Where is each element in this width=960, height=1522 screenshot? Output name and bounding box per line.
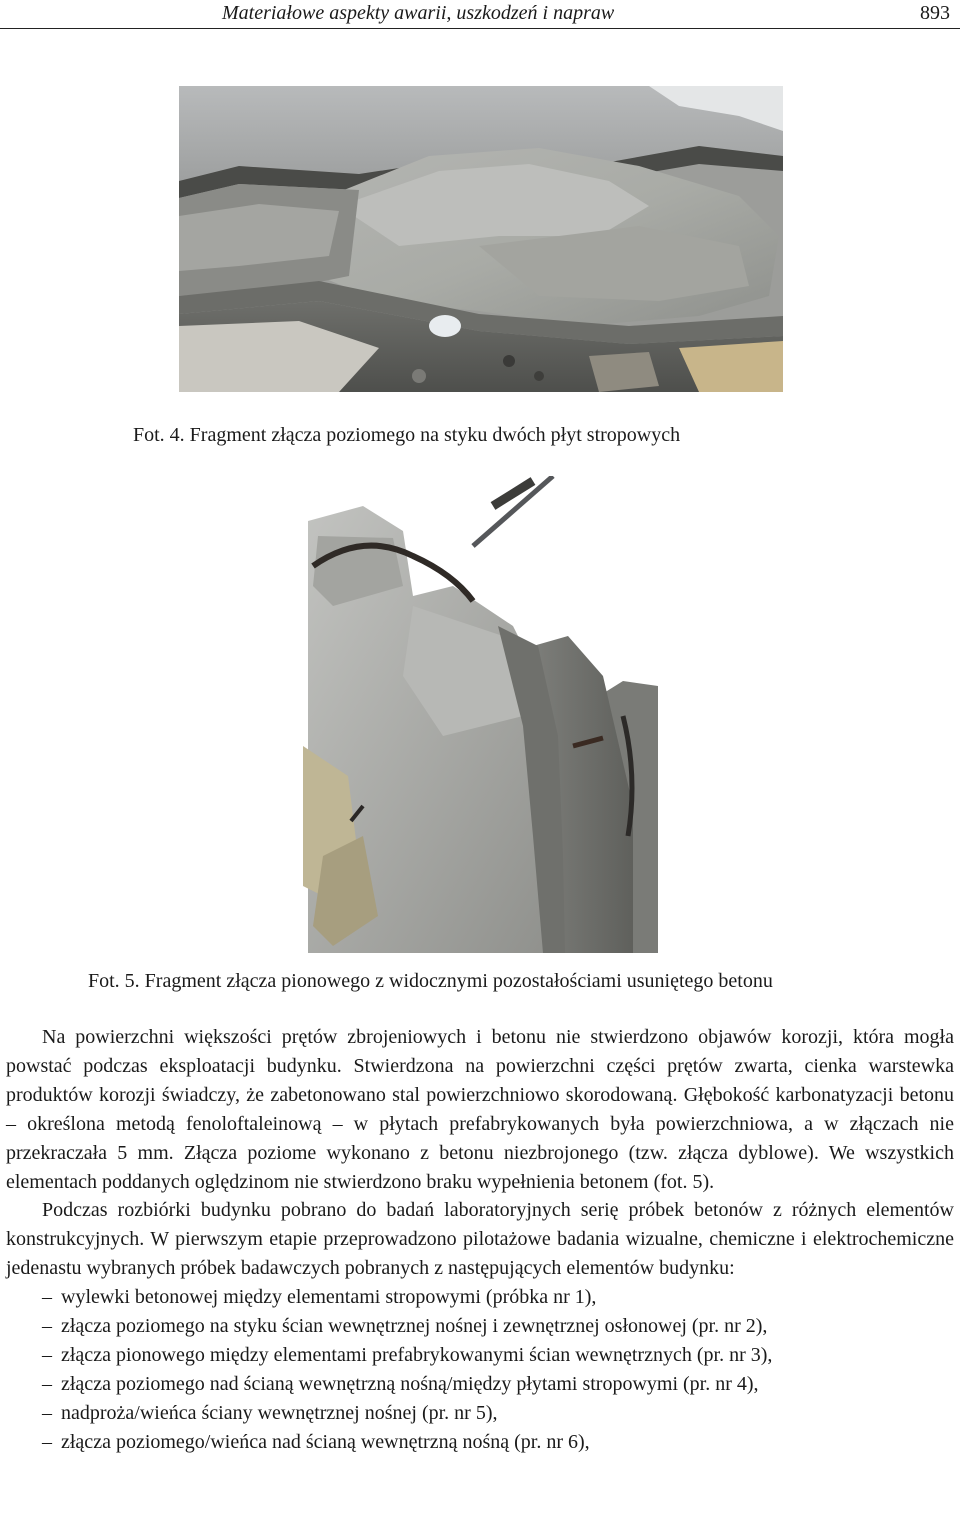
photo-horizontal-joint	[179, 86, 783, 392]
list-dash: –	[42, 1315, 52, 1338]
list-dash: –	[42, 1430, 52, 1453]
list-item-text: złącza poziomego na styku ścian wewnętrznej nośnej i zewnętrznej osłonowej (pr. nr 2),	[61, 1315, 768, 1338]
figure-caption-5: Fot. 5. Fragment złącza pionowego z widocznymi pozostałościami usuniętego betonu	[88, 970, 773, 992]
list-dash: –	[42, 1372, 52, 1395]
list-item-text: złącza pionowego między elementami prefabrykowanymi ścian wewnętrznych (pr. nr 3),	[61, 1343, 773, 1366]
photo-vertical-joint	[303, 476, 658, 953]
list-item-text: złącza poziomego/wieńca nad ścianą wewnętrzną nośną (pr. nr 6),	[61, 1430, 590, 1453]
list-item-text: złącza poziomego nad ścianą wewnętrzną nośną/między płytami stropowymi (pr. nr 4),	[61, 1372, 759, 1395]
list-item	[6, 1312, 954, 1341]
body-text	[6, 1023, 954, 1457]
list-dash: –	[42, 1343, 52, 1366]
sample-list	[6, 1283, 954, 1456]
list-item	[6, 1370, 954, 1399]
list-item-text: wylewki betonowej między elementami stropowymi (próbka nr 1),	[61, 1286, 597, 1309]
page-number: 893	[920, 2, 950, 24]
header-rule	[0, 28, 960, 29]
running-head	[0, 0, 960, 28]
list-item	[6, 1428, 954, 1457]
running-title: Materiałowe aspekty awarii, uszkodzeń i napraw	[222, 2, 615, 24]
figure-caption-4: Fot. 4. Fragment złącza poziomego na styku dwóch płyt stropowych	[133, 424, 681, 446]
list-item	[6, 1341, 954, 1370]
paragraph: Podczas rozbiórki budynku pobrano do badań laboratoryjnych serię próbek betonów z różnych elementów konstrukcyjnych. W pierwszym etapie przeprowadzono pilotażowe badania wizualne, chemiczne i elektrochemiczne jedenastu wybranych próbek badawczych pobranych z następujących elementów budynku:	[6, 1199, 954, 1280]
list-item	[6, 1399, 954, 1428]
list-item-text: nadproża/wieńca ściany wewnętrznej nośnej (pr. nr 5),	[61, 1401, 498, 1424]
list-dash: –	[42, 1401, 52, 1424]
paragraph: Na powierzchni większości prętów zbrojeniowych i betonu nie stwierdzono objawów korozji, która mogła powstać podczas eksploatacji budynku. Stwierdzona na powierzchni części prętów zwarta, cienka warstewka produktów korozji świadczy, że zabetonowano stal powierzchniowo skorodowaną. Głębokość karbonatyzacji betonu – określona metodą fenoloftaleinową – w płytach prefabrykowanych była powierzchniowa, a w złączach nie przekraczała 5 mm. Złącza poziome wykonano z betonu niezbrojonego (tzw. złącza dyblowe). We wszystkich elementach poddanych oględzinom nie stwierdzono braku wypełnienia betonem (fot. 5).	[6, 1026, 954, 1193]
list-dash: –	[42, 1286, 52, 1309]
list-item	[6, 1283, 954, 1312]
